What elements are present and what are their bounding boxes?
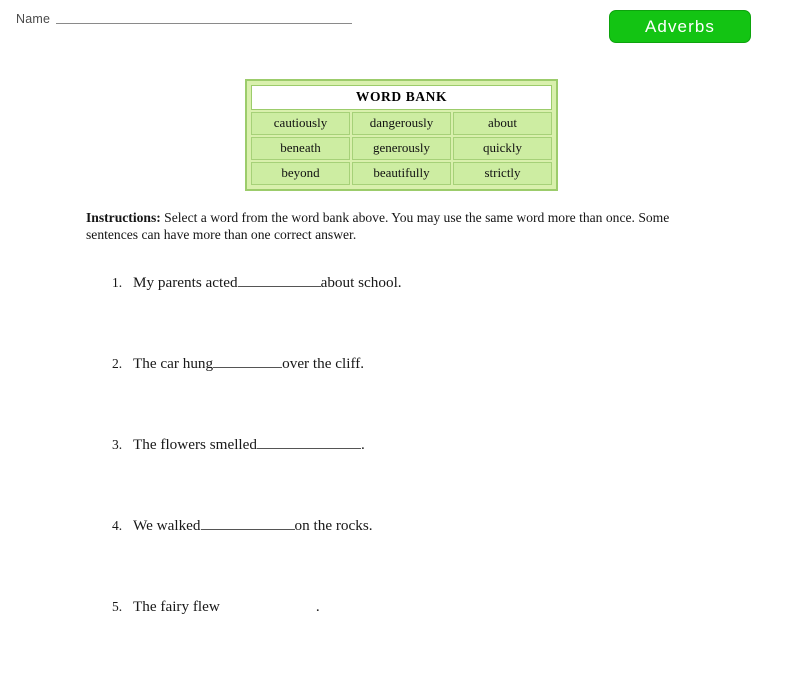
word-bank-table (249, 83, 554, 187)
question-text-after-blank: over the cliff. (282, 355, 365, 372)
word-bank-word[interactable]: beautifully (352, 162, 451, 185)
question-item (112, 516, 752, 597)
word-bank-row (251, 112, 552, 135)
word-bank-word[interactable]: cautiously (251, 112, 350, 135)
word-bank-word[interactable]: quickly (453, 137, 552, 160)
word-bank-word[interactable]: dangerously (352, 112, 451, 135)
question-text (133, 354, 364, 373)
question-item (112, 597, 752, 678)
question-text-before-blank: The fairy flew (133, 598, 220, 615)
question-text-after-blank: . (361, 436, 365, 453)
question-number: 1. (112, 275, 123, 290)
name-label: Name (16, 12, 51, 26)
instructions-text: Select a word from the word bank above. You may use the same word more than once. Some sentences can have more than one correct answer. (86, 210, 670, 242)
question-text-before-blank: The flowers smelled (133, 436, 257, 453)
name-field[interactable] (16, 12, 352, 26)
word-bank-word[interactable]: beyond (251, 162, 350, 185)
answer-blank[interactable] (257, 435, 361, 449)
word-bank-word[interactable]: beneath (251, 137, 350, 160)
word-bank-title: WORD BANK (251, 85, 552, 110)
question-text (133, 516, 373, 535)
instructions (86, 210, 701, 243)
question-number: 2. (112, 356, 123, 371)
question-number: 4. (112, 518, 123, 533)
answer-blank[interactable] (213, 354, 282, 368)
question-text-after-blank: on the rocks. (294, 517, 373, 534)
question-text (133, 273, 402, 292)
word-bank-row (251, 137, 552, 160)
worksheet-title-badge (609, 10, 751, 43)
question-item (112, 273, 752, 354)
word-bank-row (251, 162, 552, 185)
question-text-after-blank: about school. (320, 274, 402, 291)
question-text-before-blank: We walked (133, 517, 201, 534)
question-item (112, 354, 752, 435)
word-bank-word[interactable]: about (453, 112, 552, 135)
instructions-label: Instructions: (86, 210, 161, 225)
question-text-after-blank: . (315, 598, 320, 615)
question-item (112, 435, 752, 516)
question-text-before-blank: The car hung (133, 355, 214, 372)
question-number: 3. (112, 437, 123, 452)
question-number: 5. (112, 599, 123, 614)
question-list (112, 273, 752, 678)
answer-blank[interactable] (201, 516, 295, 530)
word-bank-word[interactable]: generously (352, 137, 451, 160)
question-text-before-blank: My parents acted (133, 274, 238, 291)
worksheet-title-label: Adverbs (644, 17, 716, 36)
worksheet-header (0, 0, 800, 58)
answer-blank[interactable] (238, 273, 321, 287)
word-bank-word[interactable]: strictly (453, 162, 552, 185)
word-bank (245, 79, 558, 191)
word-bank-header-row (251, 85, 552, 110)
name-write-in-line[interactable] (56, 23, 352, 24)
question-text (133, 435, 365, 454)
